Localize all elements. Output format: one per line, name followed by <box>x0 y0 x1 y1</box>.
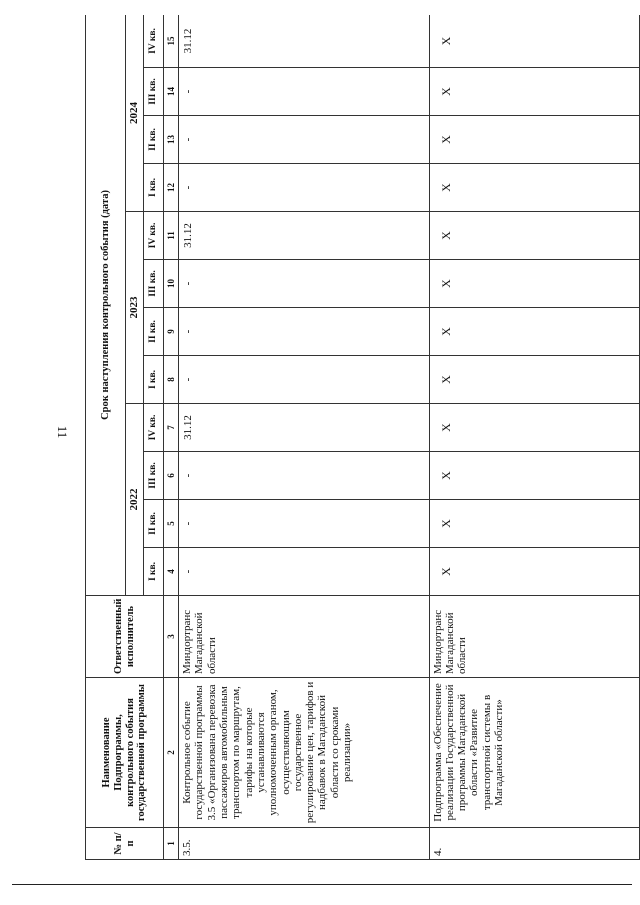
quarter-cell: X <box>429 15 639 68</box>
column-index: 3 <box>164 596 179 678</box>
column-index: 6 <box>164 452 179 500</box>
header-quarter: II кв. <box>144 116 164 164</box>
header-quarter: I кв. <box>144 356 164 404</box>
quarter-cell: X <box>429 452 639 500</box>
page-number: 11 <box>55 425 70 439</box>
executor-cell: Миндортранс Магаданской области <box>429 596 639 678</box>
column-index: 4 <box>164 548 179 596</box>
column-index: 10 <box>164 260 179 308</box>
quarter-cell: 31.12 <box>179 404 430 452</box>
column-index: 5 <box>164 500 179 548</box>
column-index: 1 <box>164 828 179 860</box>
header-quarter: III кв. <box>144 452 164 500</box>
control-events-table <box>85 15 640 860</box>
rotated-table <box>85 15 640 860</box>
header-quarter: II кв. <box>144 500 164 548</box>
table-row <box>429 15 639 860</box>
column-index: 7 <box>164 404 179 452</box>
header-quarter: III кв. <box>144 68 164 116</box>
subprogram-name: Подпрограмма «Обеспечение реализации Государственной программы Магаданской области «Развитие транспортной системы в Магаданской области» <box>429 678 639 828</box>
header-deadline: Срок наступления контрольного события (дата) <box>86 15 126 596</box>
header-name: Наименование Подпрограммы, контрольного события государственной программы <box>86 678 164 828</box>
quarter-cell: - <box>179 452 430 500</box>
header-quarter: I кв. <box>144 164 164 212</box>
quarter-cell: - <box>179 500 430 548</box>
bottom-rule <box>12 884 632 885</box>
event-name: Контрольное событие государственной программы 3.5 «Организована перевозка пассажиров автомобильным транспортом по маршрутам, тарифы на которые устанавливаются уполномоченным органом, осуществляющим государственное регулирование цен, тарифов и надбавок в Магаданской области со сроками реализации» <box>179 678 430 828</box>
quarter-cell: X <box>429 548 639 596</box>
quarter-cell: X <box>429 260 639 308</box>
column-index-row <box>164 15 179 860</box>
quarter-cell: X <box>429 356 639 404</box>
column-index: 13 <box>164 116 179 164</box>
column-index: 14 <box>164 68 179 116</box>
quarter-cell: - <box>179 308 430 356</box>
column-index: 11 <box>164 212 179 260</box>
header-executor: Ответственный исполнитель <box>86 596 164 678</box>
header-quarter: IV кв. <box>144 15 164 68</box>
table-row <box>179 15 430 860</box>
header-quarter: III кв. <box>144 260 164 308</box>
column-index: 9 <box>164 308 179 356</box>
column-index: 2 <box>164 678 179 828</box>
quarter-cell: X <box>429 68 639 116</box>
row-number: 3.5. <box>179 828 430 860</box>
column-index: 12 <box>164 164 179 212</box>
quarter-cell: - <box>179 548 430 596</box>
quarter-cell: - <box>179 164 430 212</box>
quarter-cell: - <box>179 260 430 308</box>
quarter-cell: 31.12 <box>179 212 430 260</box>
quarter-cell: X <box>429 116 639 164</box>
column-index: 15 <box>164 15 179 68</box>
executor-cell: Миндортранс Магаданской области <box>179 596 430 678</box>
quarter-cell: X <box>429 164 639 212</box>
header-quarter: II кв. <box>144 308 164 356</box>
quarter-cell: - <box>179 116 430 164</box>
quarter-cell: X <box>429 404 639 452</box>
quarter-cell: X <box>429 308 639 356</box>
quarter-cell: 31.12 <box>179 15 430 68</box>
quarter-cell: - <box>179 356 430 404</box>
header-year: 2022 <box>126 404 144 596</box>
quarter-cell: - <box>179 68 430 116</box>
quarter-cell: X <box>429 212 639 260</box>
column-index: 8 <box>164 356 179 404</box>
header-num: № п/п <box>86 828 164 860</box>
header-year: 2024 <box>126 15 144 212</box>
header-quarter: I кв. <box>144 548 164 596</box>
header-year: 2023 <box>126 212 144 404</box>
header-quarter: IV кв. <box>144 212 164 260</box>
header-quarter: IV кв. <box>144 404 164 452</box>
row-number: 4. <box>429 828 639 860</box>
quarter-cell: X <box>429 500 639 548</box>
rotated-table-container <box>85 15 640 860</box>
